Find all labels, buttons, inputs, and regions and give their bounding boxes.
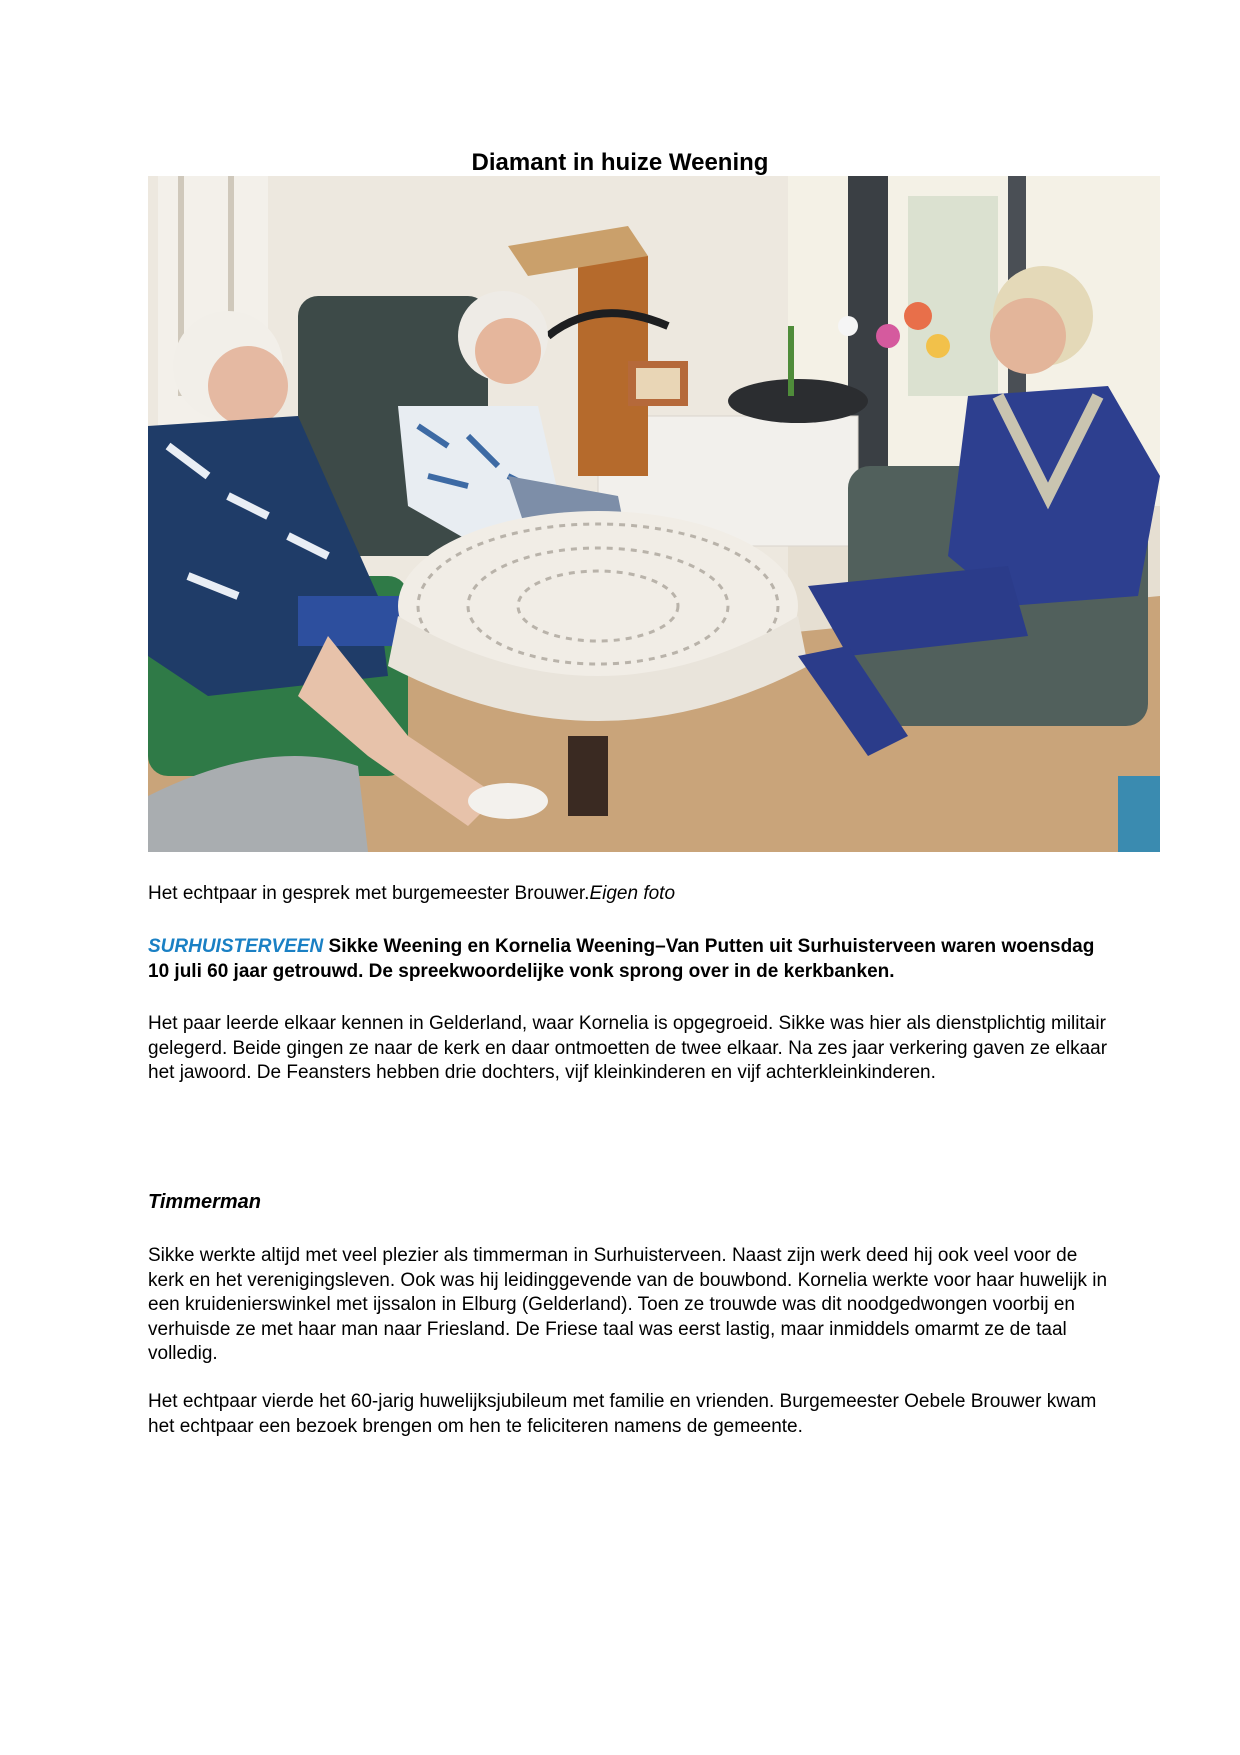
lead-text: Sikke Weening en Kornelia Weening–Van Putten uit Surhuisterveen waren woensdag 10 juli 60 jaar getrouwd. De spreekwoordelijke vonk sprong over in de kerkbanken. [148, 936, 1095, 982]
photo-caption [148, 882, 675, 906]
article-title: Diamant in huize Weening [471, 149, 769, 176]
photo-couple-with-mayor-icon [148, 176, 1160, 852]
lead-paragraph [148, 934, 1108, 984]
body-paragraph-3: Het echtpaar vierde het 60-jarig huwelijksjubileum met familie en vrienden. Burgemeester Oebele Brouwer kwam het echtpaar een bezoek brengen om hen te feliciteren namens de gemeente. [148, 1391, 1097, 1437]
article-photo [148, 176, 1160, 852]
caption-text: Het echtpaar in gesprek met burgemeester Brouwer. [148, 883, 590, 904]
subheading: Timmerman [148, 1191, 262, 1213]
body-paragraph-1: Het paar leerde elkaar kennen in Gelderland, waar Kornelia is opgegroeid. Sikke was hier als dienstplichtig militair gelegerd. Beide gingen ze naar de kerk en daar ontmoetten de twee elkaar. Na zes jaar verkering gaven ze elkaar het jawoord. De Feansters hebben drie dochters, vijf kleinkinderen en vijf achterkleinkinderen. [148, 1013, 1108, 1083]
photo-credit: Eigen foto [589, 883, 676, 904]
dateline-place: SURHUISTERVEEN [148, 936, 324, 957]
body-paragraph-2: Sikke werkte altijd met veel plezier als timmerman in Surhuisterveen. Naast zijn werk deed hij ook veel voor de kerk en het verenigingsleven. Ook was hij leidinggevende van de bouwbond. Kornelia werkte voor haar huwelijk in een kruidenierswinkel met ijssalon in Elburg (Gelderland). Toen ze trouwde was dit noodgedwongen voorbij en verhuisde ze met haar man naar Friesland. De Friese taal was eerst lastig, maar inmiddels omarmt ze de taal volledig. [148, 1245, 1108, 1364]
